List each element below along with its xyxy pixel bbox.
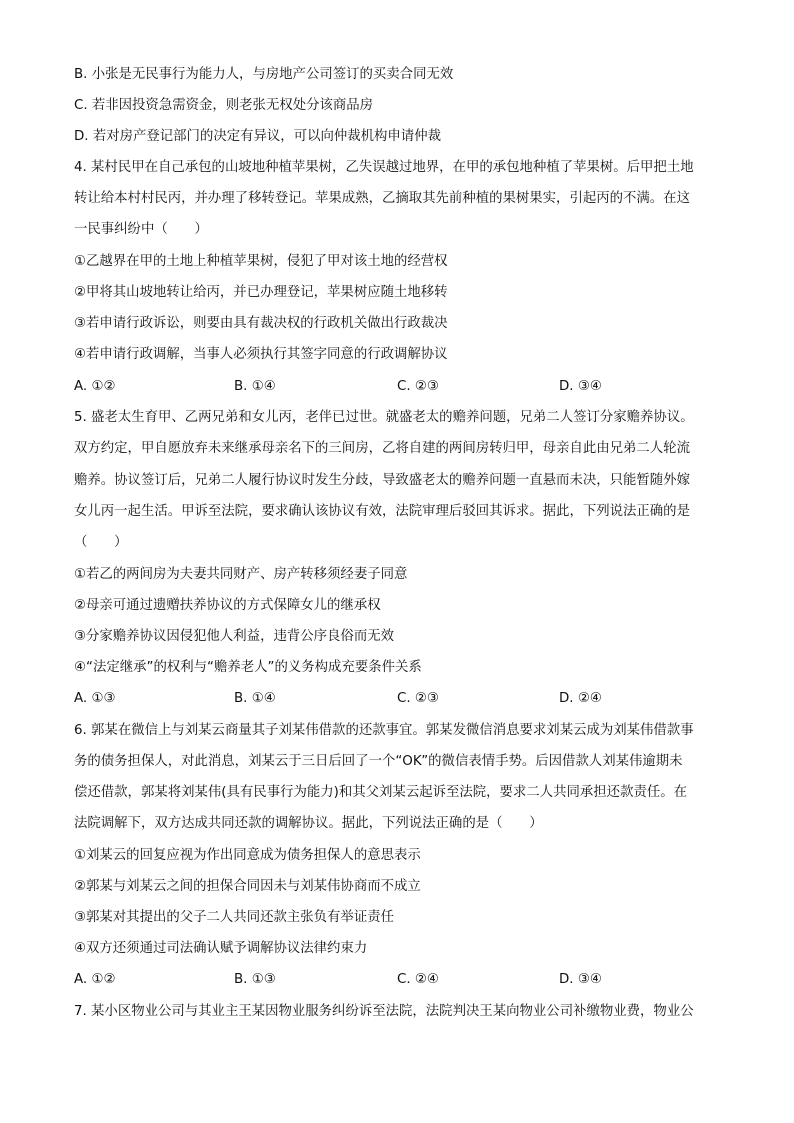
statement-item: ②甲将其山坡地转让给丙，并已办理登记，苹果树应随土地移转 <box>74 285 448 300</box>
answer-options-q5 <box>74 689 754 709</box>
statement-item: ①乙越界在甲的土地上种植苹果树，侵犯了甲对该土地的经营权 <box>74 254 448 269</box>
option-c-line-q3: C. 若非因投资急需资金，则老张无权处分该商品房 <box>74 98 374 113</box>
answer-options-q4 <box>74 377 754 397</box>
statement-item: ①刘某云的回复应视为作出同意成为债务担保人的意思表示 <box>74 848 421 863</box>
answer-option-d: D. ③④ <box>559 972 602 987</box>
question-4-text: 一民事纠纷中（ ） <box>74 222 208 237</box>
statement-item: ④“法定继承”的权利与“赡养老人”的义务构成充要条件关系 <box>74 660 422 675</box>
question-6-text: 6. 郭某在微信上与刘某云商量其子刘某伟借款的还款事宜。郭某发微信消息要求刘某云成为刘某伟借款事 <box>74 723 694 738</box>
answer-option-d: D. ③④ <box>559 379 602 394</box>
statement-item: ④双方还须通过司法确认赋予调解协议法律约束力 <box>74 941 368 956</box>
answer-option-d: D. ②④ <box>559 691 602 706</box>
statement-item: ②母亲可通过遗赠扶养协议的方式保障女儿的继承权 <box>74 598 381 613</box>
answer-option-c: C. ②③ <box>397 691 439 706</box>
question-6-text: 法院调解下，双方达成共同还款的调解协议。据此，下列说法正确的是（ ） <box>74 816 543 831</box>
answer-option-a: A. ①② <box>74 972 116 987</box>
question-7-text: 7. 某小区物业公司与其业主王某因物业服务纠纷诉至法院，法院判决王某向物业公司补缴物业费，物业公 <box>74 1004 694 1019</box>
answer-option-b: B. ①④ <box>234 379 276 394</box>
question-6-text: 偿还借款，郭某将刘某伟(具有民事行为能力)和其父刘某云起诉至法院，要求二人共同承担还款责任。在 <box>74 785 688 800</box>
question-5-text: 双方约定，甲自愿放弃未来继承母亲名下的三间房，乙将自建的两间房转归甲，母亲自此由兄弟二人轮流 <box>74 441 690 456</box>
question-5-text: （ ） <box>74 535 128 550</box>
statement-item: ②郭某与刘某云之间的担保合同因未与刘某伟协商而不成立 <box>74 879 421 894</box>
statement-item: ①若乙的两间房为夫妻共同财产、房产转移须经妻子同意 <box>74 567 408 582</box>
statement-item: ③分家赡养协议因侵犯他人利益，违背公序良俗而无效 <box>74 629 394 644</box>
answer-option-b: B. ①③ <box>234 972 276 987</box>
answer-option-b: B. ①④ <box>234 691 276 706</box>
statement-item: ③若申请行政诉讼，则要由具有裁决权的行政机关做出行政裁决 <box>74 316 448 331</box>
question-5-text: 赡养。协议签订后，兄弟二人履行协议时发生分歧，导致盛老太的赡养问题一直悬而未决，只能暂随外嫁 <box>74 473 690 488</box>
answer-option-a: A. ①③ <box>74 691 116 706</box>
answer-option-c: C. ②③ <box>397 379 439 394</box>
question-6-text: 务的债务担保人，对此消息，刘某云于三日后回了一个“OK”的微信表情手势。后因借款人刘某伟逾期未 <box>74 754 683 769</box>
option-d-line-q3: D. 若对房产登记部门的决定有异议，可以向仲裁机构申请仲裁 <box>74 129 441 144</box>
question-4-text: 转让给本村村民丙，并办理了移转登记。苹果成熟，乙摘取其先前种植的果树果实，引起丙的不满。在这 <box>74 191 690 206</box>
option-b-line-q3: B. 小张是无民事行为能力人，与房地产公司签订的买卖合同无效 <box>74 67 454 82</box>
question-5-text: 女儿丙一起生活。甲诉至法院，要求确认该协议有效，法院审理后驳回其诉求。据此，下列说法正确的是 <box>74 504 690 519</box>
answer-option-c: C. ②④ <box>397 972 439 987</box>
answer-option-a: A. ①② <box>74 379 116 394</box>
statement-item: ③郭某对其提出的父子二人共同还款主张负有举证责任 <box>74 910 394 925</box>
question-4-text: 4. 某村民甲在自己承包的山坡地种植苹果树，乙失误越过地界，在甲的承包地种植了苹果树。后甲把土地 <box>74 160 694 175</box>
statement-item: ④若申请行政调解，当事人必须执行其签字同意的行政调解协议 <box>74 347 448 362</box>
answer-options-q6 <box>74 970 754 990</box>
question-5-text: 5. 盛老太生育甲、乙两兄弟和女儿丙，老伴已过世。就盛老太的赡养问题，兄弟二人签订分家赡养协议。 <box>74 410 694 425</box>
